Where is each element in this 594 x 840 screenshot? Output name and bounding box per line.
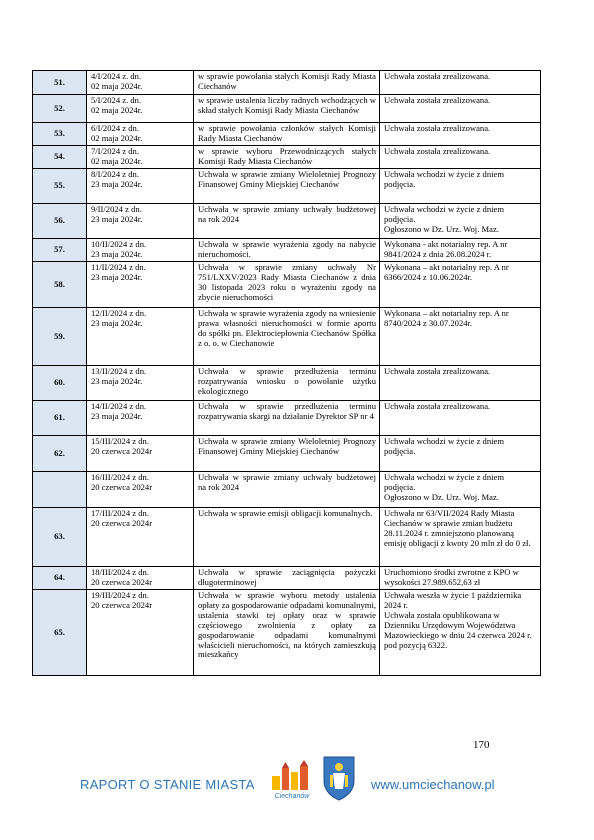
resolution-date	[87, 123, 194, 146]
resolution-date-text: 12/II/2024 z dn. 23 maja 2024r.	[91, 308, 147, 328]
row-number-text: 54.	[54, 151, 65, 162]
resolution-status	[380, 123, 541, 146]
row-number	[33, 567, 87, 590]
row-number-text: 58.	[54, 278, 65, 289]
row-number	[33, 95, 87, 123]
row-number-text: 59.	[54, 330, 65, 341]
resolution-date	[87, 169, 194, 204]
resolution-subject-text: Uchwała w sprawie zmiany uchwały Nr 751/LXXV/2023 Rady Miasta Ciechanów z dnia 30 listopada 2023 roku o wyrażeniu zgody na zbycie nieruchomości	[198, 262, 376, 302]
table-row	[33, 567, 541, 590]
resolution-subject	[194, 123, 380, 146]
resolution-date	[87, 239, 194, 262]
table-row	[33, 401, 541, 436]
resolution-subject-text: Uchwała w sprawie emisji obligacji komunalnych.	[198, 508, 373, 518]
row-number	[33, 590, 87, 676]
resolution-subject-text: Uchwała w sprawie przedłużenia terminu rozpatrywania skargi na działanie Dyrektor SP nr 4	[198, 401, 376, 421]
resolution-subject-text: Uchwała w sprawie zaciągnięcia pożyczki długoterminowej	[198, 567, 376, 587]
resolution-status	[380, 472, 541, 508]
resolution-subject	[194, 472, 380, 508]
row-number-text: 62.	[54, 447, 65, 458]
resolution-status-text: Uchwała wchodzi w życie z dniem podjęcia. Ogłoszono w Dz. Urz. Woj. Maz.	[384, 204, 505, 234]
resolution-subject-text: Uchwała w sprawie zmiany Wieloletniej Prognozy Finansowej Gminy Miejskiej Ciechanów	[198, 169, 376, 189]
table-row	[33, 204, 541, 239]
resolution-subject	[194, 366, 380, 401]
resolution-subject-text: Uchwała w sprawie zmiany uchwały budżetowej na rok 2024	[198, 472, 376, 492]
page-number: 170	[473, 739, 490, 751]
table-row	[33, 71, 541, 95]
resolution-subject-text: Uchwała w sprawie zmiany uchwały budżetowej na rok 2024	[198, 204, 376, 224]
resolution-subject	[194, 567, 380, 590]
resolution-status	[380, 146, 541, 169]
resolution-status-text: Wykonana - akt notarialny rep. A nr 9841/2024 z dnia 26.08.2024 r.	[384, 239, 508, 259]
table-row	[33, 239, 541, 262]
resolution-date-text: 13/II/2024 z dn. 23 maja 2024r.	[91, 366, 147, 386]
resolution-status-text: Uchwała została zrealizowana.	[384, 95, 491, 105]
resolution-subject	[194, 146, 380, 169]
resolution-subject	[194, 71, 380, 95]
resolution-date-text: 18/III/2024 z dn. 20 czerwca 2024r	[91, 567, 153, 587]
table-row	[33, 366, 541, 401]
row-number	[33, 123, 87, 146]
resolution-date-text: 15/III/2024 z dn. 20 czerwca 2024r	[91, 436, 153, 456]
resolution-status	[380, 169, 541, 204]
row-number-text: 53.	[54, 128, 65, 139]
table-row	[33, 308, 541, 366]
resolution-date-text: 19/III/2024 z dn. 20 czerwca 2024r	[91, 590, 153, 610]
resolution-date-text: 10/II/2024 z dn. 23 maja 2024r.	[91, 239, 147, 259]
resolution-subject-text: w sprawie wyboru Przewodniczących stałych Komisji Rady Miasta Ciechanów	[198, 146, 376, 166]
resolution-date-text: 5/I/2024 z. dn. 02 maja 2024r.	[91, 95, 143, 115]
resolution-date	[87, 204, 194, 239]
resolution-date	[87, 590, 194, 676]
row-number-text: 63.	[54, 531, 65, 542]
resolution-subject	[194, 95, 380, 123]
resolution-date	[87, 95, 194, 123]
resolution-subject	[194, 239, 380, 262]
resolution-date-text: 14/II/2024 z dn. 23 maja 2024r.	[91, 401, 147, 421]
resolution-subject	[194, 204, 380, 239]
resolution-subject-text: Uchwała w sprawie wyrażenia zgody na nabycie nieruchomości.	[198, 239, 376, 259]
table-row	[33, 169, 541, 204]
resolution-date-text: 4/I/2024 z. dn. 02 maja 2024r.	[91, 71, 143, 91]
resolution-date	[87, 71, 194, 95]
resolutions-table	[32, 70, 541, 676]
report-title: RAPORT O STANIE MIASTA	[80, 777, 255, 792]
resolution-date-text: 11/II/2024 z dn. 23 maja 2024r.	[91, 262, 146, 282]
row-number	[33, 436, 87, 472]
resolution-subject-text: w sprawie powołania stałych Komisji Rady Miasta Ciechanów	[198, 71, 376, 91]
row-number-text: 64.	[54, 572, 65, 583]
resolution-subject	[194, 308, 380, 366]
row-number-text: 52.	[54, 102, 65, 113]
row-number	[33, 308, 87, 366]
resolution-status	[380, 262, 541, 308]
resolution-status-text: Uchwała nr 63/VII/2024 Rady Miasta Ciechanów w sprawie zmian budżetu 28.11.2024 r. zmniejszono planowaną emisję obligacji z kwoty 20 mln zł do 0 zł.	[384, 508, 531, 548]
resolution-status	[380, 204, 541, 239]
resolution-status	[380, 436, 541, 472]
resolution-date-text: 6/I/2024 z dn. 02 maja 2024r.	[91, 123, 143, 143]
resolution-date-text: 8/I/2024 z dn. 23 maja 2024r.	[91, 169, 143, 189]
resolution-date-text: 17/III/2024 z dn. 20 czerwca 2024r	[91, 508, 153, 528]
resolution-subject-text: Uchwała w sprawie przedłużenia terminu rozpatrywania wniosku o powołanie użytku ekologicznego	[198, 366, 376, 396]
resolution-status-text: Wykonana – akt notarialny rep. A nr 6366/2024 z 10.06.2024r.	[384, 262, 509, 282]
resolution-subject-text: Uchwała w sprawie wyboru metody ustalenia opłaty za gospodarowanie odpadami komunalnymi, ustalenia stawki tej opłaty oraz w sprawie częściowego zwolnienia z opłaty za gospodarowanie odpadami komunalnymi właścicieli nieruchomości, na których zamieszkują mieszkańcy	[198, 590, 376, 660]
resolution-date-text: 9/II/2024 z dn. 23 maja 2024r.	[91, 204, 143, 224]
resolution-date	[87, 401, 194, 436]
resolution-status-text: Uchwała wchodzi w życie z dniem podjęcia. Ogłoszono w Dz. Urz. Woj. Maz.	[384, 472, 505, 502]
resolution-subject	[194, 508, 380, 567]
resolution-date-text: 16/III/2024 z dn. 20 czerwca 2024r	[91, 472, 153, 492]
resolution-status-text: Uchwała została zrealizowana.	[384, 366, 491, 376]
row-number	[33, 262, 87, 308]
resolution-date	[87, 308, 194, 366]
resolution-status	[380, 590, 541, 676]
resolution-status	[380, 401, 541, 436]
resolution-status-text: Uchwała została zrealizowana.	[384, 146, 491, 156]
row-number	[33, 204, 87, 239]
resolution-subject	[194, 436, 380, 472]
logo-label: Ciechanów	[274, 793, 310, 800]
resolution-status	[380, 366, 541, 401]
website-link[interactable]: www.umciechanow.pl	[371, 777, 495, 792]
resolution-date	[87, 436, 194, 472]
row-number-text: 61.	[54, 412, 65, 423]
resolution-subject-text: w sprawie ustalenia liczby radnych wchodzących w skład stałych Komisji Rady Miasta Ciechanów	[198, 95, 377, 115]
row-number-text: 51.	[54, 76, 65, 87]
resolution-status-text: Uchwała została zrealizowana.	[384, 71, 491, 81]
row-number	[33, 169, 87, 204]
resolution-subject	[194, 590, 380, 676]
row-number	[33, 366, 87, 401]
resolution-status	[380, 71, 541, 95]
resolution-status	[380, 308, 541, 366]
resolution-status-text: Uchwała weszła w życie 1 października 2024 r. Uchwała została opublikowana w Dzienniku Urzędowym Województwa Mazowieckiego w dniu 24 czerwca 2024 r. pod pozycją 6322.	[384, 590, 532, 650]
resolution-status	[380, 239, 541, 262]
table-row	[33, 472, 541, 508]
row-number-text: 57.	[54, 244, 65, 255]
row-number	[33, 239, 87, 262]
resolution-status	[380, 567, 541, 590]
row-number	[33, 472, 87, 508]
table-row	[33, 508, 541, 567]
resolution-status-text: Uruchomiono środki zwrotne z KPO w wysokości 27.989.652,63 zł	[384, 567, 519, 587]
resolution-status	[380, 95, 541, 123]
row-number-text: 65.	[54, 626, 65, 637]
resolution-subject	[194, 401, 380, 436]
table-row	[33, 123, 541, 146]
resolution-subject	[194, 262, 380, 308]
resolution-date	[87, 366, 194, 401]
table-row	[33, 146, 541, 169]
resolution-date	[87, 146, 194, 169]
table-row	[33, 436, 541, 472]
resolution-status-text: Uchwała została zrealizowana.	[384, 123, 491, 133]
resolution-date	[87, 262, 194, 308]
resolution-date	[87, 508, 194, 567]
resolution-status-text: Uchwała wchodzi w życie z dniem podjęcia.	[384, 436, 505, 456]
row-number-text: 56.	[54, 215, 65, 226]
row-number	[33, 71, 87, 95]
row-number-text: 55.	[54, 180, 65, 191]
city-logo-icon	[268, 760, 316, 800]
row-number-text: 60.	[54, 377, 65, 388]
row-number	[33, 401, 87, 436]
resolution-subject	[194, 169, 380, 204]
resolution-status	[380, 508, 541, 567]
row-number	[33, 146, 87, 169]
resolution-date	[87, 567, 194, 590]
resolution-subject-text: w sprawie powołania członków stałych Komisji Rady Miasta Ciechanów	[198, 123, 376, 143]
resolution-status-text: Wykonana – akt notarialny rep. A nr 8740/2024 z 30.07.2024r.	[384, 308, 509, 328]
resolution-subject-text: Uchwała w sprawie zmiany Wieloletniej Prognozy Finansowej Gminy Miejskiej Ciechanów	[198, 436, 376, 456]
row-number	[33, 508, 87, 567]
coat-of-arms-icon	[322, 755, 356, 801]
resolution-date-text: 7/I/2024 z dn. 02 maja 2024r.	[91, 146, 143, 166]
resolution-date	[87, 472, 194, 508]
resolution-status-text: Uchwała wchodzi w życie z dniem podjęcia.	[384, 169, 505, 189]
resolution-status-text: Uchwała została zrealizowana.	[384, 401, 491, 411]
table-row	[33, 262, 541, 308]
table-row	[33, 590, 541, 676]
resolution-subject-text: Uchwała w sprawie wyrażenia zgody na wniesienie prawa własności nieruchomości w formie aportu do spółki pn. Elektrociepłownia Ciechanów Spółka z o. o. w Ciechanowie	[198, 308, 376, 348]
table-row	[33, 95, 541, 123]
